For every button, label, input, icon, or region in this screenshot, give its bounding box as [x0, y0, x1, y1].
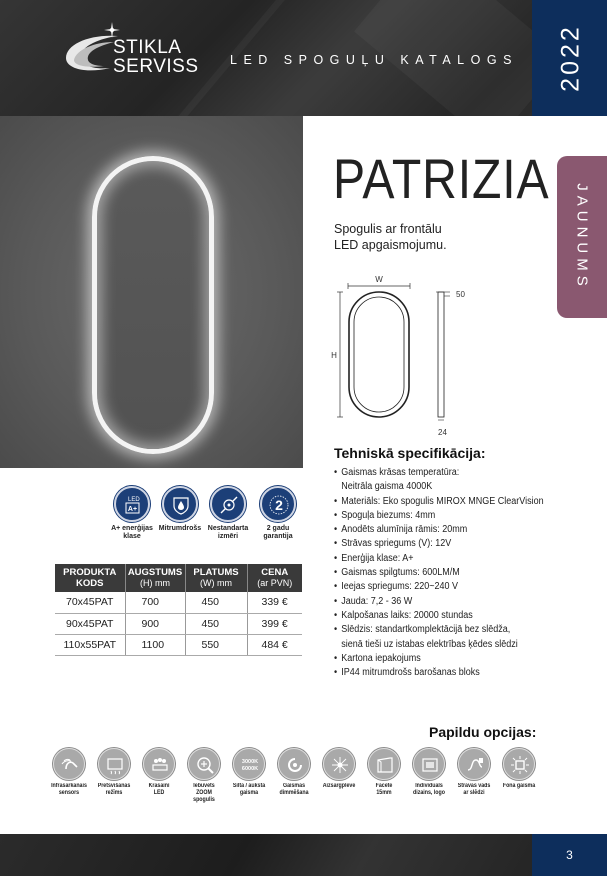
- subtitle-line1: Spogulis ar frontālu: [334, 222, 442, 236]
- col-header-width: PLATUMS (W) mm: [185, 564, 247, 592]
- power-cable-icon: [458, 748, 490, 780]
- mirror-outer-outline: [349, 292, 409, 417]
- infrared-hand-icon: [53, 748, 85, 780]
- svg-text:A+: A+: [127, 506, 138, 513]
- options-row: [48, 748, 548, 808]
- subtitle-line2: LED apgaismojumu.: [334, 238, 447, 252]
- width-label: W: [375, 275, 383, 284]
- option-label: Strāvas vads ar slēdzi: [457, 783, 491, 796]
- anti-shatter-icon: [323, 748, 355, 780]
- energy-class-icon: [114, 486, 150, 522]
- price-value: 484 €: [247, 634, 302, 655]
- feature-label: izmēri: [217, 533, 239, 540]
- zoom-mirror-icon: [188, 748, 220, 780]
- svg-text:2: 2: [275, 497, 283, 513]
- temp-warm-label: 3000K: [241, 759, 259, 765]
- temp-cold-label: 6000K: [241, 766, 259, 772]
- option-label: Krāsaini LED: [148, 783, 170, 796]
- option-label: Aizsargplēve: [322, 783, 356, 789]
- col-header-height: AUGSTUMS (H) mm: [125, 564, 185, 592]
- year-label: 2022: [556, 24, 585, 92]
- spec-item: • Kalpošanas laiks: 20000 stundas: [334, 609, 577, 623]
- page-footer: [0, 834, 607, 876]
- custom-design-icon: [413, 748, 445, 780]
- option-label: Silta / auksta gaisma: [232, 783, 266, 796]
- height-value: 1100: [125, 634, 185, 655]
- feature-custom-size: [204, 486, 252, 541]
- new-badge-label: JAUNUMS: [573, 183, 591, 291]
- width-value: 450: [185, 592, 247, 613]
- depth-label: 50: [456, 290, 465, 299]
- feature-warranty: [254, 486, 302, 541]
- spec-title: Tehniskā specifikācija:: [334, 445, 486, 461]
- dimmer-icon: [278, 748, 310, 780]
- product-code: 70x45PAT: [55, 592, 125, 613]
- product-photo: [0, 116, 303, 468]
- col-header-code: PRODUKTA KODS: [55, 564, 125, 592]
- custom-size-icon: [210, 486, 246, 522]
- product-code: 110x55PAT: [55, 634, 125, 655]
- feature-label: Mitrumdrošs: [158, 525, 202, 532]
- option-label: Individuāls dizains, logo: [413, 783, 445, 796]
- dimension-drawing: [328, 272, 478, 442]
- spec-item: • Strāvas spriegums (V): 12V: [334, 537, 577, 551]
- mirror-inner-outline: [354, 297, 404, 412]
- price-value: 399 €: [247, 613, 302, 634]
- option-zoom-mirror: [183, 748, 225, 804]
- height-value: 700: [125, 592, 185, 613]
- option-background-light: [498, 748, 540, 790]
- width-value: 550: [185, 634, 247, 655]
- colored-led-icon: [143, 748, 175, 780]
- spec-item: • Enerģija klase: A+: [334, 552, 577, 566]
- option-label: Facete 15mm: [375, 783, 393, 796]
- option-label: Pretsvīšanas režīms: [97, 783, 131, 796]
- feature-icons: [108, 486, 308, 552]
- warranty-icon: [260, 486, 296, 522]
- background-light-icon: [503, 748, 535, 780]
- bottom-label: 24: [438, 428, 447, 437]
- feature-label: 2 gadu: [266, 525, 290, 532]
- feature-label: klase: [123, 533, 141, 540]
- option-anti-shatter: [318, 748, 360, 790]
- facet-edge-icon: [368, 748, 400, 780]
- spec-item: • Gaismas krāsas temperatūra:: [334, 466, 577, 480]
- product-name: PATRIZIA: [333, 147, 550, 210]
- color-temperature-icon: [233, 748, 265, 780]
- option-facet-edge: [363, 748, 405, 797]
- product-code: 90x45PAT: [55, 613, 125, 634]
- height-label: H: [331, 351, 337, 360]
- option-label: Iebūvēts ZOOM spogulis: [193, 783, 215, 803]
- spec-item: • Slēdzis: standartkomplektācijā bez slēdža,: [334, 623, 577, 637]
- logo-line1: STIKLA: [113, 37, 182, 58]
- spec-item: • Gaismas spilgtums: 600LM/M: [334, 566, 577, 580]
- page-number: 3: [566, 848, 573, 862]
- width-value: 450: [185, 613, 247, 634]
- option-colored-led: [138, 748, 180, 797]
- catalog-title: LED SPOGUĻU KATALOGS: [230, 53, 518, 67]
- option-power-cable: [453, 748, 495, 797]
- feature-label: A+ enerģijas: [111, 525, 153, 532]
- spec-item: Neitrāla gaisma 4000K: [341, 481, 433, 493]
- spec-item: • Ieejas spriegums: 220~240 V: [334, 580, 577, 594]
- price-table: [55, 564, 302, 656]
- table-row: [55, 592, 302, 613]
- spec-item: • Materiāls: Eko spogulis MIROX MNGE ClearVision: [334, 495, 577, 509]
- spec-item: sienā tieši uz istabas elektrības ķēdes slēdzi: [341, 638, 518, 650]
- option-infrared-hand: [48, 748, 90, 797]
- spec-list: [334, 466, 604, 680]
- water-drop-icon: [162, 486, 198, 522]
- option-label: Infrasarkanais sensors: [51, 783, 87, 796]
- feature-moisture-proof: [156, 486, 204, 533]
- spec-item: • Jauda: 7,2 - 36 W: [334, 595, 577, 609]
- defog-heater-icon: [98, 748, 130, 780]
- option-dimmer: [273, 748, 315, 797]
- svg-text:LED: LED: [128, 497, 140, 503]
- option-label: Gaismas dimmēšana: [279, 783, 309, 796]
- price-value: 339 €: [247, 592, 302, 613]
- feature-energy-class: [108, 486, 156, 541]
- spec-item: • IP44 mitrumdrošs barošanas bloks: [334, 666, 577, 680]
- spec-item: • Anodēts alumīnija rāmis: 20mm: [334, 523, 577, 537]
- table-row: [55, 613, 302, 634]
- option-defog-heater: [93, 748, 135, 797]
- spec-item: • Spoguļa biezums: 4mm: [334, 509, 577, 523]
- col-header-price: CENA (ar PVN): [247, 564, 302, 592]
- height-value: 900: [125, 613, 185, 634]
- product-subtitle: [334, 221, 447, 253]
- logo-line2: SERVISS: [113, 56, 199, 77]
- brand-logo-text: [113, 38, 199, 76]
- option-label: Fona gaisma: [502, 783, 536, 789]
- oval-led-mirror-image: [92, 156, 214, 454]
- options-title: Papildu opcijas:: [429, 724, 537, 740]
- mirror-side-profile: [438, 292, 444, 417]
- feature-label: garantija: [263, 533, 293, 540]
- option-color-temperature: [228, 748, 270, 797]
- option-custom-design: [408, 748, 450, 797]
- table-header-row: [55, 564, 302, 592]
- spec-item: • Kartona iepakojums: [334, 652, 577, 666]
- table-row: [55, 634, 302, 655]
- feature-label: Nestandarta: [207, 525, 249, 532]
